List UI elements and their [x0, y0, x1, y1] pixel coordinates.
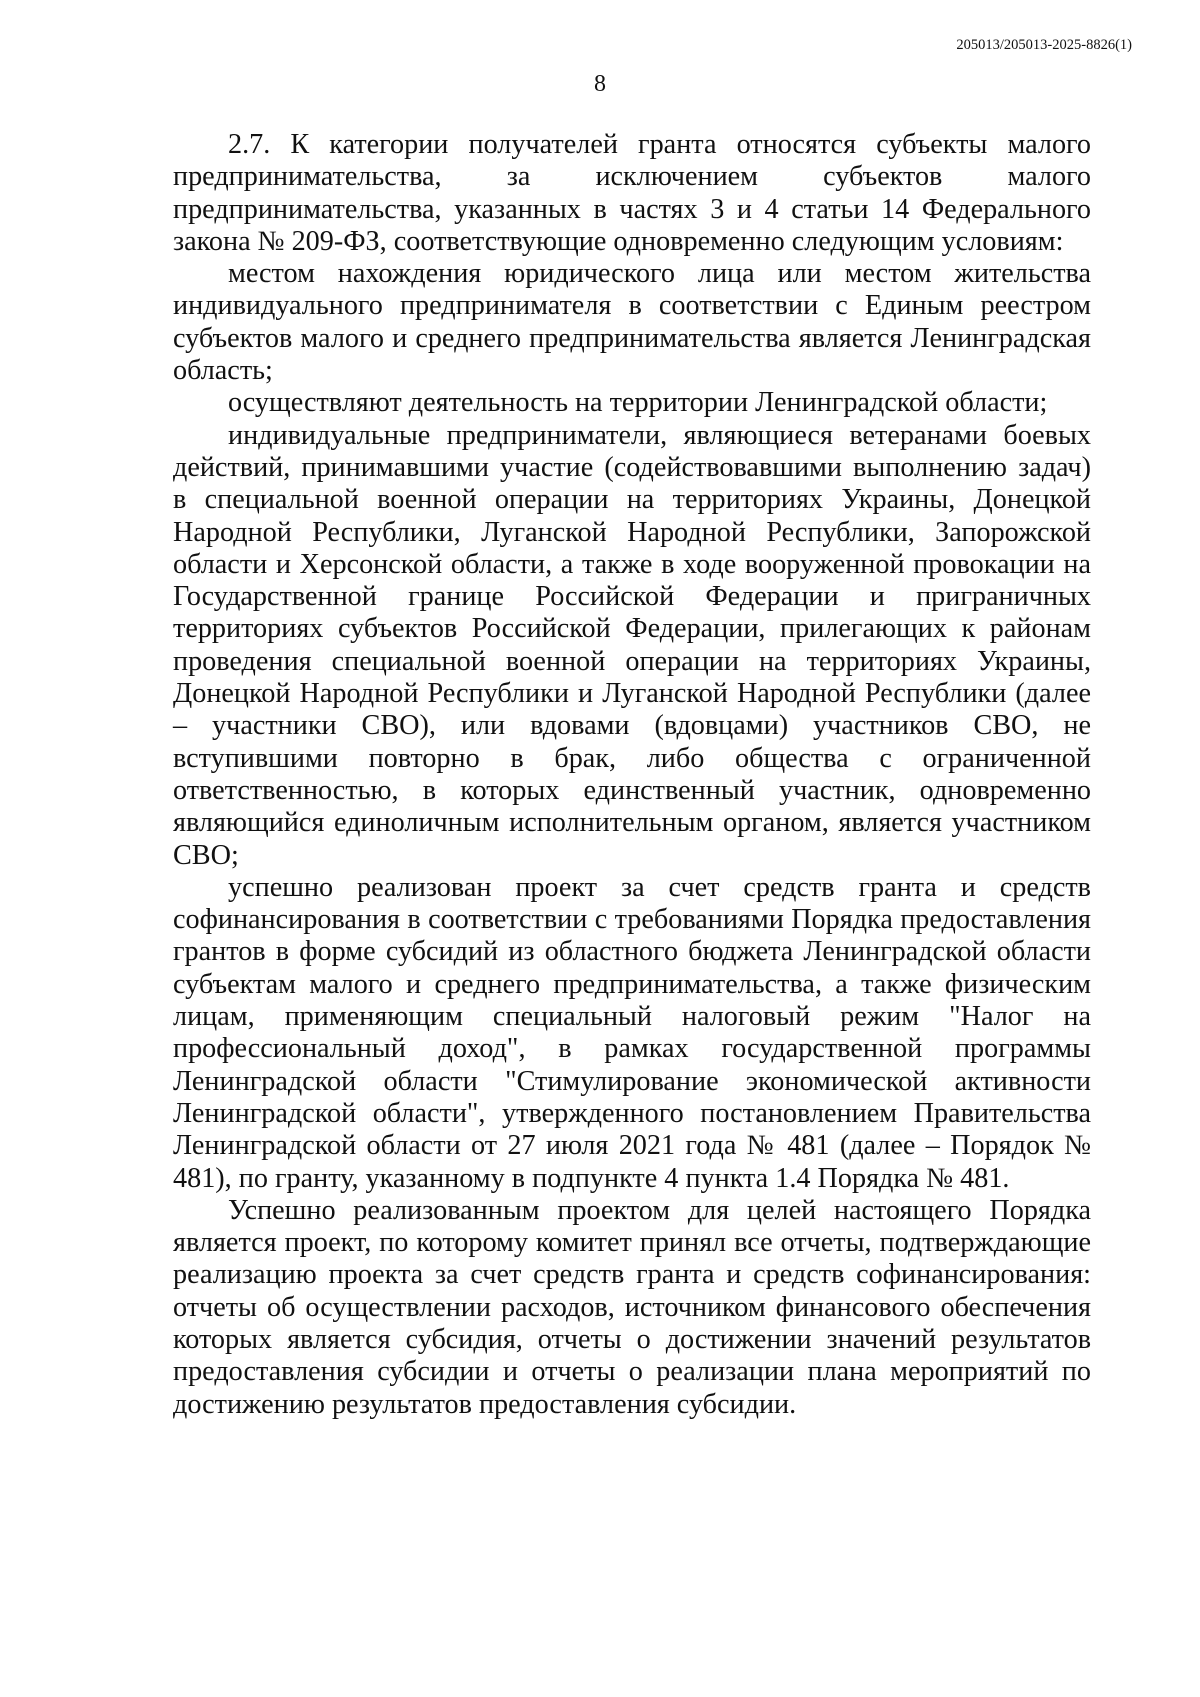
paragraph-2-7: 2.7. К категории получателей гранта относятся субъекты малого предпринимательства, за исключением субъектов малого предпринимательства, указанных в частях 3 и 4 статьи 14 Федерального закона № 209-ФЗ, соответствующие одновременно следующим условиям:: [173, 129, 1091, 257]
document-id: 205013/205013-2025-8826(1): [956, 37, 1132, 53]
page-number: 8: [594, 71, 606, 97]
paragraph-svo-condition: индивидуальные предприниматели, являющиеся ветеранами боевых действий, принимавшими участие (содействовавшими выполнению задач) в специальной военной операции на территориях Украины, Донецкой Народной Республики, Луганской Народной Республики, Запорожской области и Херсонской области, а также в ходе вооруженной провокации на Государственной границе Российской Федерации и приграничных территориях субъектов Российской Федерации, прилегающих к районам проведения специальной военной операции на территориях Украины, Донецкой Народной Республики и Луганской Народной Республики (далее – участники СВО), или вдовами (вдовцами) участников СВО, не вступившими повторно в брак, либо общества с ограниченной ответственностью, в которых единственный участник, одновременно являющийся единоличным исполнительным органом, является участником СВО;: [173, 419, 1091, 871]
paragraph-location-condition: местом нахождения юридического лица или местом жительства индивидуального предпринимателя в соответствии с Единым реестром субъектов малого и среднего предпринимательства является Ленинградская область;: [173, 258, 1091, 387]
document-body: [173, 129, 1091, 1421]
paragraph-project-condition: успешно реализован проект за счет средств гранта и средств софинансирования в соответствии с требованиями Порядка предоставления грантов в форме субсидий из областного бюджета Ленинградской области субъектам малого и среднего предпринимательства, а также физическим лицам, применяющим специальный налоговый режим "Налог на профессиональный доход", в рамках государственной программы Ленинградской области "Стимулирование экономической активности Ленинградской области", утвержденного постановлением Правительства Ленинградской области от 27 июля 2021 года № 481 (далее – Порядок № 481), по гранту, указанному в подпункте 4 пункта 1.4 Порядка № 481.: [173, 871, 1091, 1194]
paragraph-activity-condition: осуществляют деятельность на территории Ленинградской области;: [228, 387, 1048, 419]
paragraph-project-definition: Успешно реализованным проектом для целей настоящего Порядка является проект, по которому комитет принял все отчеты, подтверждающие реализацию проекта за счет средств гранта и средств софинансирования: отчеты об осуществлении расходов, источником финансового обеспечения которых является субсидия, отчеты о достижении значений результатов предоставления субсидии и отчеты о реализации плана мероприятий по достижению результатов предоставления субсидии.: [173, 1194, 1091, 1420]
